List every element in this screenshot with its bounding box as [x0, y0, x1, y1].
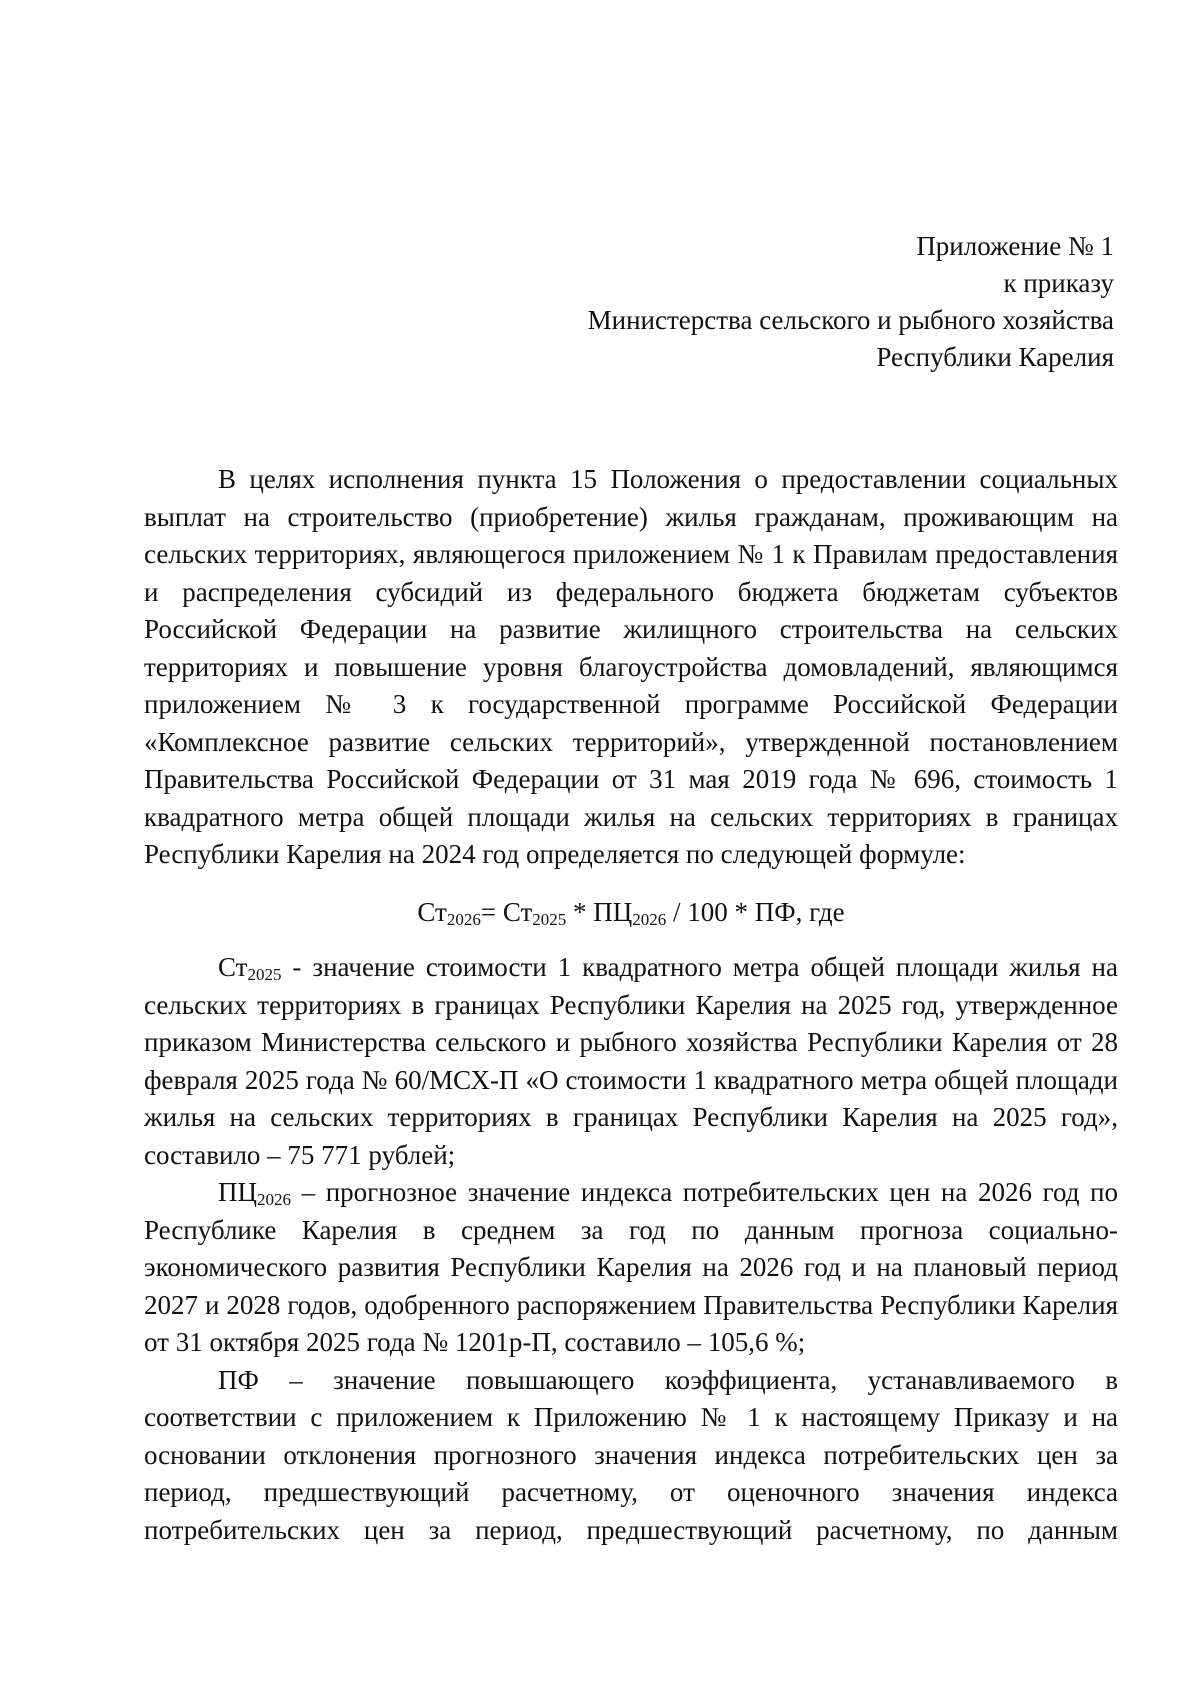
document-body: [144, 461, 1118, 1549]
formula-pc-subscript-2026: 2026: [632, 909, 667, 929]
formula-st-subscript-2026: 2026: [446, 909, 481, 929]
appendix-republic: Республики Карелия: [876, 342, 1114, 372]
formula-tail: / 100 * ПФ, где: [666, 896, 845, 927]
appendix-header: [494, 228, 1114, 376]
formula-multiply: *: [566, 896, 594, 927]
cost-formula: [144, 894, 1118, 932]
formula-pc-symbol: ПЦ: [593, 896, 633, 927]
appendix-ministry: Министерства сельского и рыбного хозяйства: [587, 305, 1114, 335]
appendix-order-ref: к приказу: [1003, 268, 1114, 298]
definition-pc2026-subscript: 2026: [257, 1190, 291, 1209]
definition-pc2026: [144, 1174, 1118, 1362]
definition-pc2026-text: – прогнозное значение индекса потребительских цен на 2026 год по Республике Карелия в среднем за год по данным прогноза социально-экономического развития Республики Карелия на 2026 год и на плановый период 2027 и 2028 годов, одобренного распоряжением Правительства Республики Карелия от 31 октября 2025 года № 1201р-П, составило – 105,6 %;: [144, 1177, 1118, 1357]
definition-st2025-subscript: 2025: [247, 965, 282, 984]
formula-st-subscript-2025: 2025: [532, 909, 567, 929]
definition-st2025-symbol: Ст: [218, 952, 248, 982]
definition-pc2026-symbol: ПЦ: [218, 1177, 257, 1207]
formula-st-symbol-2: Ст: [502, 896, 533, 927]
formula-st-symbol: Ст: [417, 896, 447, 927]
definition-st2025-text: - значение стоимости 1 квадратного метра общей площади жилья на сельских территориях в границах Республики Карелия на 2025 год, утвержденное приказом Министерства сельского и рыбного хозяйства Республики Карелия от 28 февраля 2025 года № 60/МСХ-П «О стоимости 1 квадратного метра общей площади жилья на сельских территориях в границах Республики Карелия на 2025 год», составило – 75 771 рублей;: [144, 952, 1118, 1170]
definition-st2025: [144, 949, 1118, 1174]
intro-paragraph: В целях исполнения пункта 15 Положения о предоставлении социальных выплат на строительство (приобретение) жилья гражданам, проживающим на сельских территориях, являющегося приложением № 1 к Правилам предоставления и распределения субсидий из федерального бюджета бюджетам субъектов Российской Федерации на развитие жилищного строительства на сельских территориях и повышение уровня благоустройства домовладений, являющимся приложением № 3 к государственной программе Российской Федерации «Комплексное развитие сельских территорий», утвержденной постановлением Правительства Российской Федерации от 31 мая 2019 года № 696, стоимость 1 квадратного метра общей площади жилья на сельских территориях в границах Республики Карелия на 2024 год определяется по следующей формуле:: [144, 464, 1118, 869]
appendix-number: Приложение № 1: [916, 231, 1114, 261]
formula-equals: =: [480, 896, 503, 927]
definition-pf: ПФ – значение повышающего коэффициента, устанавливаемого в соответствии с приложением к Приложению № 1 к настоящему Приказу и на основании отклонения прогнозного значения индекса потребительских цен за период, предшествующий расчетному, от оценочного значения индекса потребительских цен за период, предшествующий расчетному, по данным: [144, 1364, 1118, 1545]
